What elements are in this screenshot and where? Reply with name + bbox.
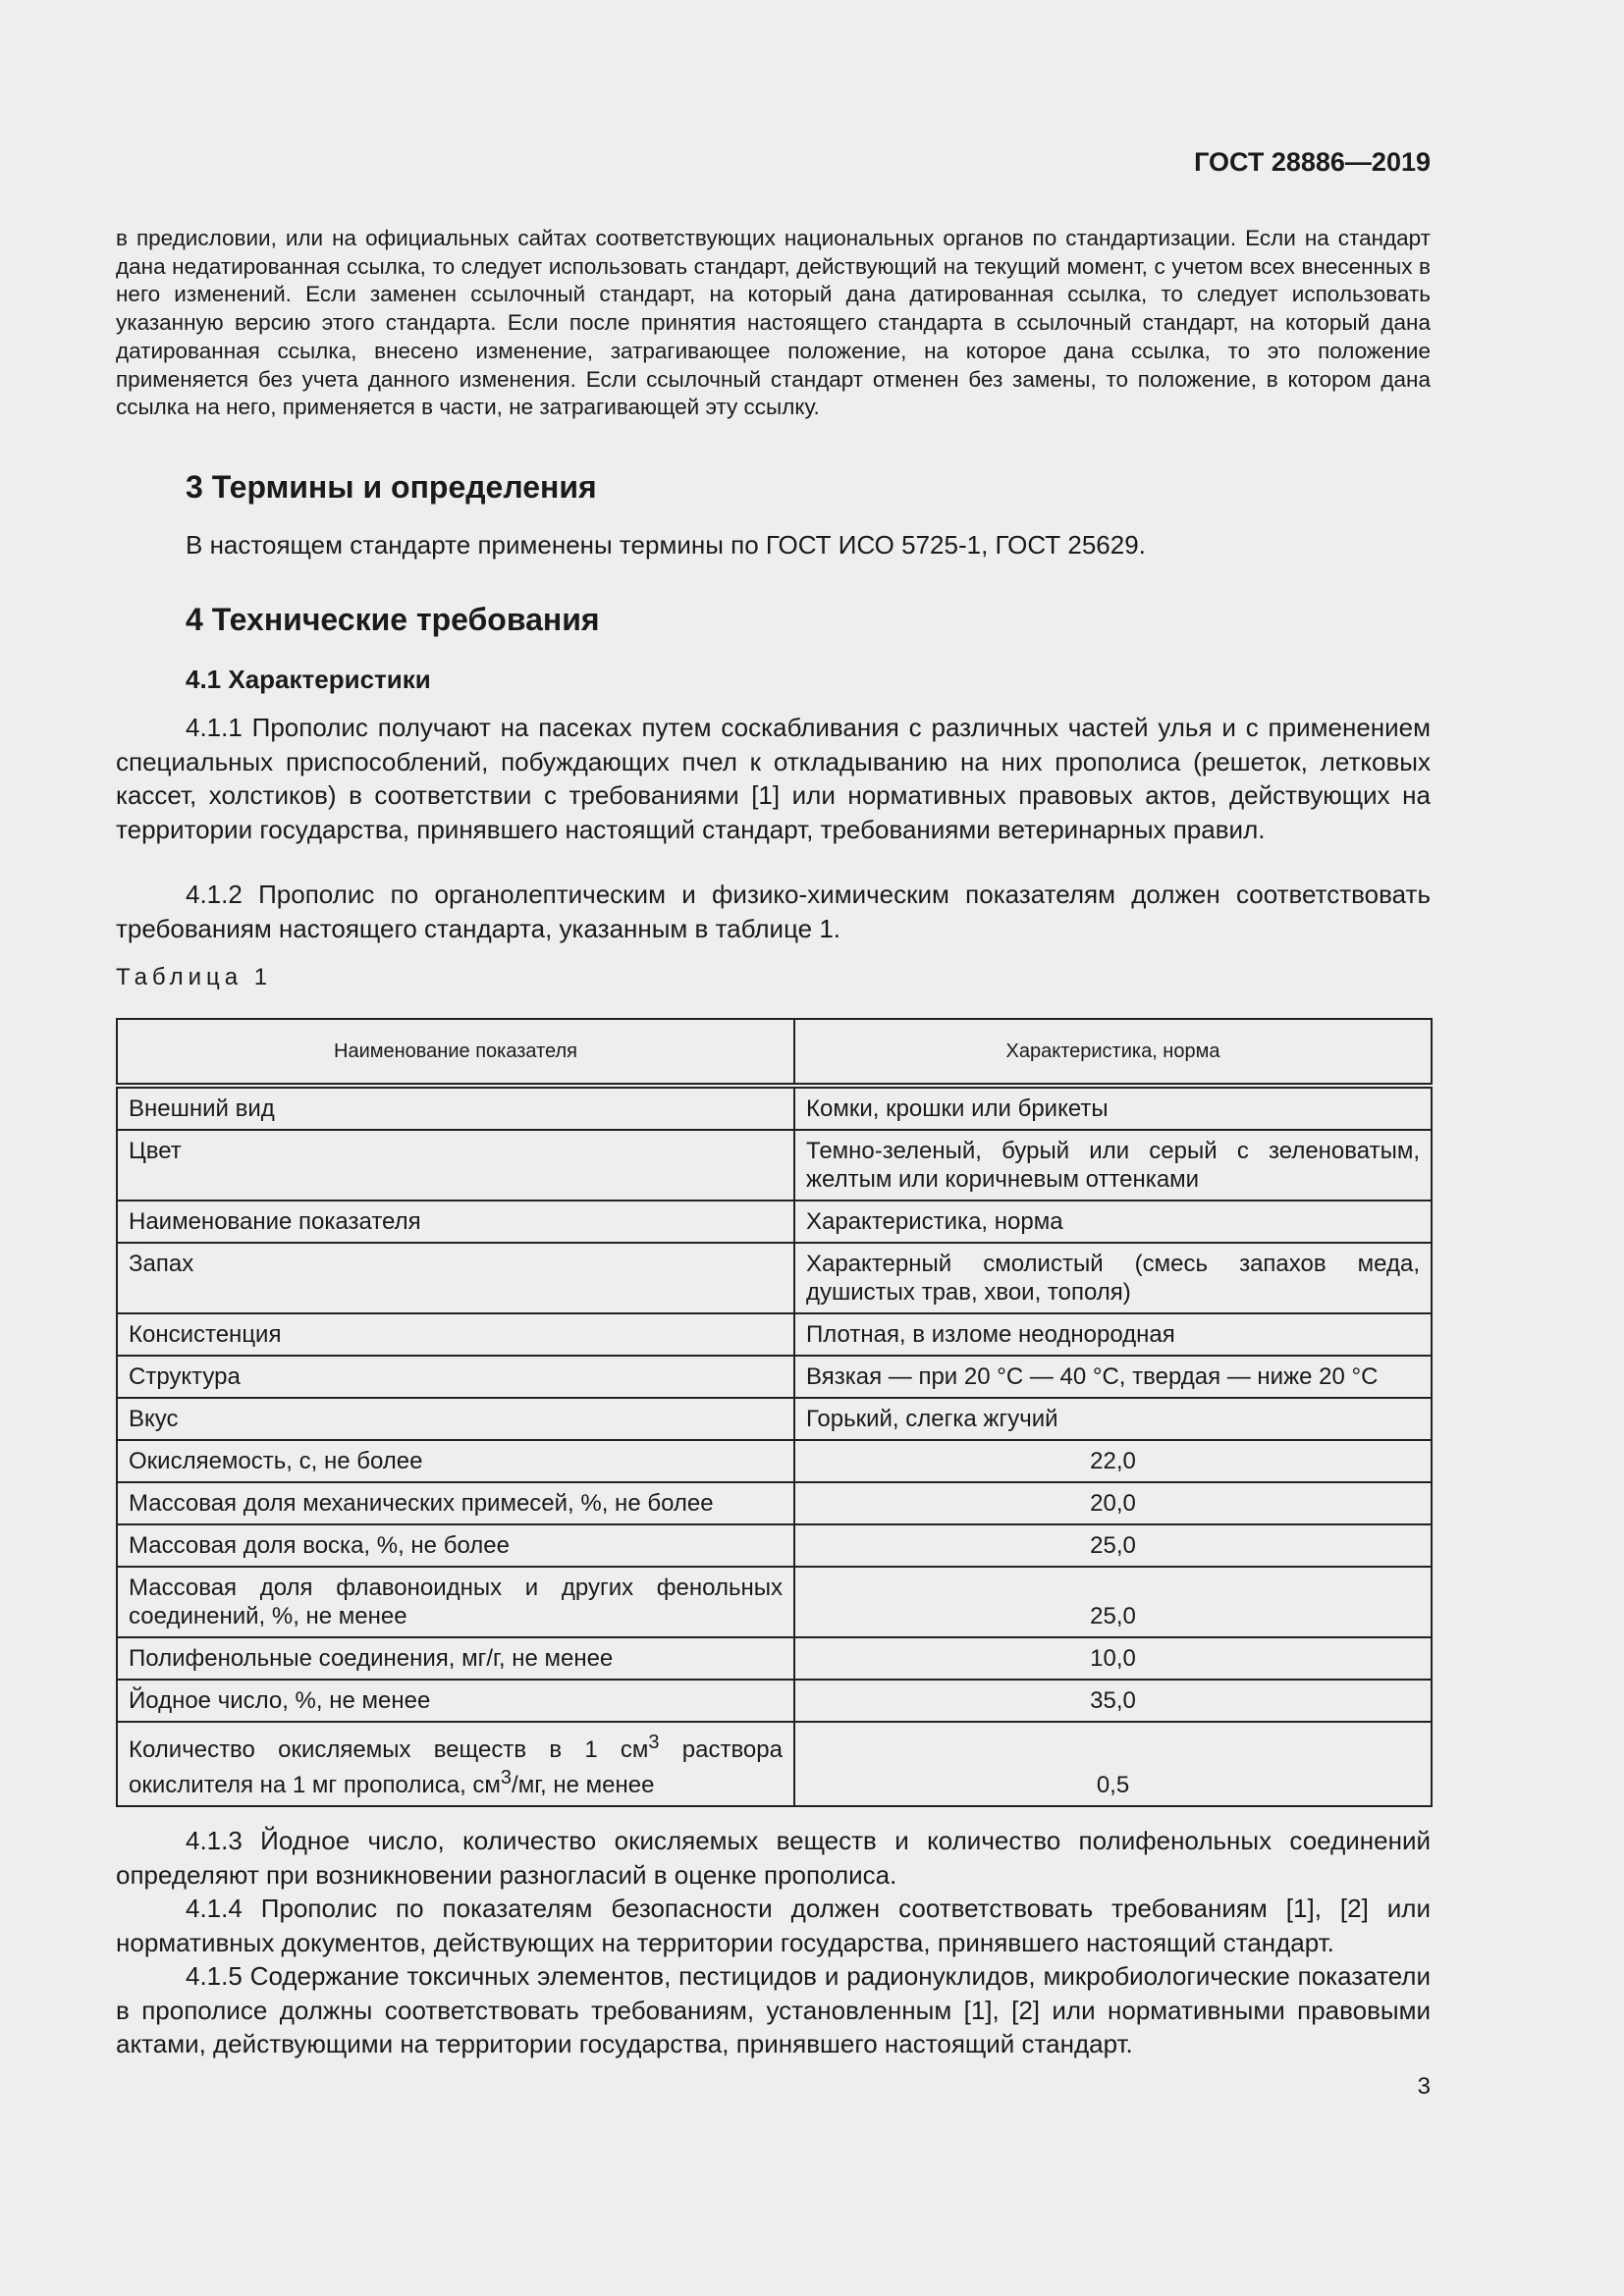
row-name-part: раствора окислителя на 1 мг прополиса, см	[129, 1736, 783, 1798]
table-row	[117, 1313, 1432, 1356]
row-name-part: Количество окисляемых веществ в 1 см	[129, 1736, 649, 1763]
row-value: 10,0	[794, 1637, 1432, 1680]
row-name-part: /мг, не менее	[512, 1772, 655, 1798]
superscript: 3	[500, 1767, 513, 1789]
paragraph-4-1-5: 4.1.5 Содержание токсичных элементов, пестицидов и радионуклидов, микробиологические показатели в прополисе должны соответствовать требованиям, установленным [1], [2] или нормативными правовыми актами, действующими на территории государства, принявшего настоящий стандарт.	[116, 1961, 1431, 2058]
row-value: Темно-зеленый, бурый или серый с зеленоватым, желтым или коричневым оттенками	[794, 1130, 1432, 1201]
row-name	[117, 1722, 794, 1806]
table-row	[117, 1201, 1432, 1243]
row-value: 22,0	[794, 1440, 1432, 1482]
table-row	[117, 1567, 1432, 1637]
table-row	[117, 1356, 1432, 1398]
section-3-text: В настоящем стандарте применены термины по ГОСТ ИСО 5725-1, ГОСТ 25629.	[186, 530, 1146, 560]
table-row	[117, 1130, 1432, 1201]
document-id: ГОСТ 28886—2019	[1194, 147, 1431, 177]
row-name: Вкус	[117, 1398, 794, 1440]
row-value: Плотная, в изломе неоднородная	[794, 1313, 1432, 1356]
row-value: 25,0	[794, 1524, 1432, 1567]
table-row	[117, 1722, 1432, 1806]
row-name: Массовая доля воска, %, не более	[117, 1524, 794, 1567]
table-caption: Таблица 1	[116, 964, 273, 990]
paragraph-4-1-3: 4.1.3 Йодное число, количество окисляемых веществ и количество полифенольных соединений определяют при возникновении разногласий в оценке прополиса.	[116, 1826, 1431, 1890]
table-row	[117, 1524, 1432, 1567]
row-name: Массовая доля механических примесей, %, не более	[117, 1482, 794, 1524]
table-row	[117, 1680, 1432, 1722]
row-name: Внешний вид	[117, 1086, 794, 1130]
row-name: Окисляемость, с, не более	[117, 1440, 794, 1482]
table-row	[117, 1440, 1432, 1482]
intro-paragraph: в предисловии, или на официальных сайтах соответствующих национальных органов по стандартизации. Если на стандарт дана недатированная ссылка, то следует использовать стандарт, действующий на текущий момент, с учетом всех внесенных в него изменений. Если заменен ссылочный стандарт, на который дана датированная ссылка, то следует использовать указанную версию этого стандарта. Если после принятия настоящего стандарта в ссылочный стандарт, на который дана датированная ссылка, внесено изменение, затрагивающее положение, на которое дана ссылка, то это положение применяется без учета данного изменения. Если ссылочный стандарт отменен без замены, то положение, в котором дана ссылка на него, применяется в части, не затрагивающей эту ссылку.	[116, 226, 1431, 420]
table-row	[117, 1637, 1432, 1680]
column-header: Наименование показателя	[117, 1019, 794, 1086]
row-name: Наименование показателя	[117, 1201, 794, 1243]
row-name: Цвет	[117, 1130, 794, 1201]
paragraph-4-1-2: 4.1.2 Прополис по органолептическим и физико-химическим показателям должен соответствовать требованиям настоящего стандарта, указанным в таблице 1.	[116, 880, 1431, 943]
row-value: Характерный смолистый (смесь запахов меда, душистых трав, хвои, тополя)	[794, 1243, 1432, 1313]
row-value: Характеристика, норма	[794, 1201, 1432, 1243]
table-header-row	[117, 1019, 1432, 1086]
row-name: Полифенольные соединения, мг/г, не менее	[117, 1637, 794, 1680]
column-header: Характеристика, норма	[794, 1019, 1432, 1086]
row-name: Консистенция	[117, 1313, 794, 1356]
section-4-heading: 4 Технические требования	[186, 602, 600, 637]
paragraph-4-1-1: 4.1.1 Прополис получают на пасеках путем соскабливания с различных частей улья и с применением специальных приспособлений, побуждающих пчел к откладыванию на них прополиса (решеток, летковых кассет, холстиков) в соответствии с требованиями [1] или нормативных правовых актов, действующих на территории государства, принявшего настоящий стандарт, требованиями ветеринарных правил.	[116, 713, 1431, 844]
row-value: 35,0	[794, 1680, 1432, 1722]
row-name: Запах	[117, 1243, 794, 1313]
row-value: Комки, крошки или брикеты	[794, 1086, 1432, 1130]
table-row	[117, 1243, 1432, 1313]
page-number: 3	[1417, 2073, 1431, 2100]
row-name: Структура	[117, 1356, 794, 1398]
table-row	[117, 1086, 1432, 1130]
paragraph-4-1-4: 4.1.4 Прополис по показателям безопасности должен соответствовать требованиям [1], [2] или нормативных документов, действующих на территории государства, принявшего настоящий стандарт.	[116, 1894, 1431, 1957]
properties-table	[116, 1018, 1433, 1807]
table-row	[117, 1398, 1432, 1440]
row-value: 20,0	[794, 1482, 1432, 1524]
section-3-heading: 3 Термины и определения	[186, 469, 597, 505]
table-row	[117, 1482, 1432, 1524]
row-value: 25,0	[794, 1567, 1432, 1637]
subsection-4-1-heading: 4.1 Характеристики	[186, 665, 431, 694]
superscript: 3	[648, 1732, 660, 1753]
row-value: Вязкая — при 20 °С — 40 °С, твердая — ниже 20 °С	[794, 1356, 1432, 1398]
row-name: Массовая доля флавоноидных и других фенольных соединений, %, не менее	[117, 1567, 794, 1637]
row-name: Йодное число, %, не менее	[117, 1680, 794, 1722]
row-value: Горький, слегка жгучий	[794, 1398, 1432, 1440]
row-value: 0,5	[794, 1722, 1432, 1806]
